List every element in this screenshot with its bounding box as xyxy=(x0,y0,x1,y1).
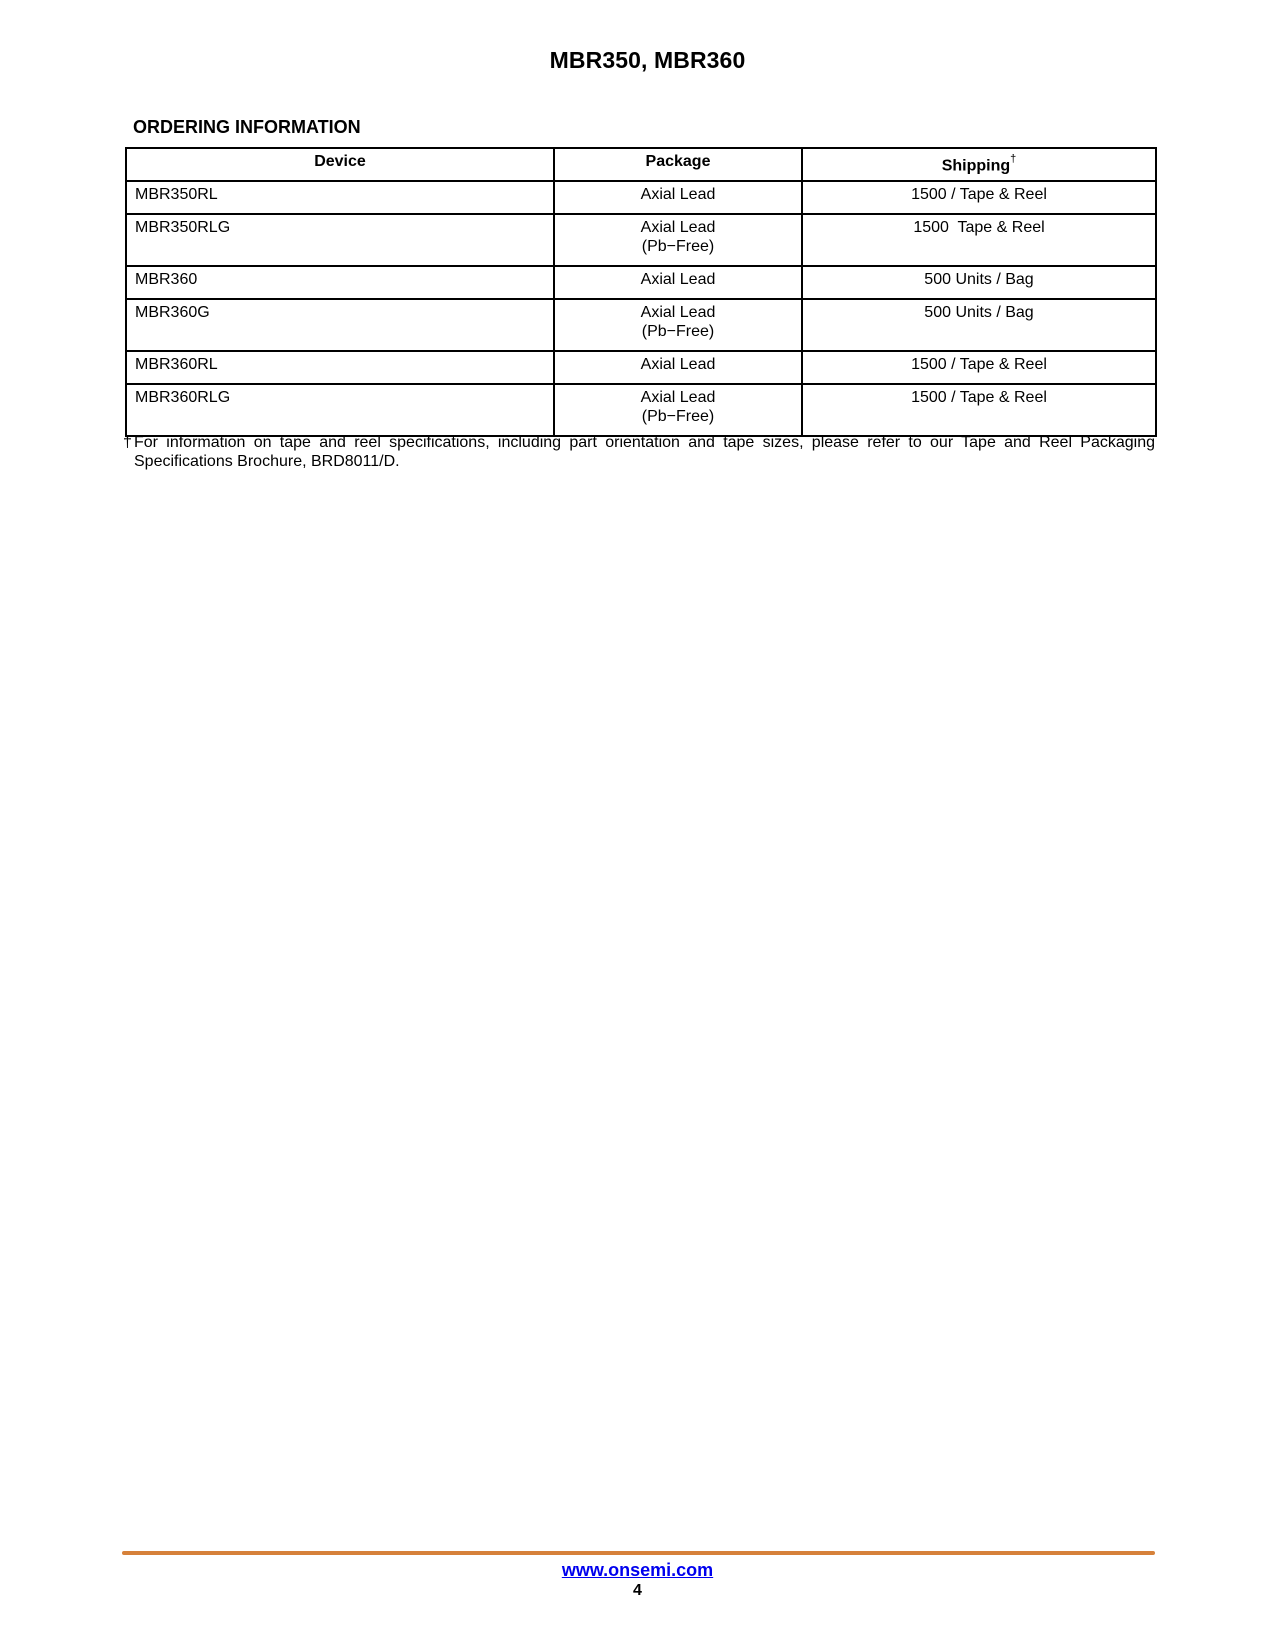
header-device xyxy=(126,148,554,181)
cell-shipping: 1500 / Tape & Reel xyxy=(802,351,1156,384)
cell-device: MBR360G xyxy=(126,299,554,351)
package-type: Axial Lead xyxy=(640,389,716,406)
cell-package xyxy=(554,384,802,436)
header-shipping xyxy=(802,148,1156,181)
table-row xyxy=(126,181,1156,214)
table-row xyxy=(126,266,1156,299)
ordering-information-table xyxy=(125,147,1157,437)
package-type: Axial Lead xyxy=(640,219,716,236)
cell-device: MBR350RLG xyxy=(126,214,554,266)
package-type: Axial Lead xyxy=(640,271,716,288)
package-type: Axial Lead xyxy=(640,304,716,321)
page-number: 4 xyxy=(633,1582,642,1599)
table-row xyxy=(126,299,1156,351)
table-row xyxy=(126,214,1156,266)
cell-shipping: 1500 / Tape & Reel xyxy=(802,181,1156,214)
header-shipping-label: Shipping xyxy=(941,157,1011,175)
cell-device: MBR360 xyxy=(126,266,554,299)
footnote-text: For information on tape and reel specifications, including part orientation and tape sizes, please refer to our Tape and Reel Packaging Specifications Brochure, BRD8011/D. xyxy=(134,434,1155,470)
cell-package xyxy=(554,214,802,266)
package-type: Axial Lead xyxy=(640,356,716,373)
cell-package xyxy=(554,351,802,384)
package-note: (Pb−Free) xyxy=(641,238,715,255)
footer-divider xyxy=(122,1551,1155,1555)
table-header-row xyxy=(126,148,1156,181)
header-package xyxy=(554,148,802,181)
footnote xyxy=(123,433,1155,471)
cell-package xyxy=(554,266,802,299)
page-title: MBR350, MBR360 xyxy=(549,47,746,73)
shipping-text: 1500 Tape & Reel xyxy=(913,219,1045,236)
footnote-marker: † xyxy=(123,434,132,451)
cell-device: MBR360RLG xyxy=(126,384,554,436)
package-type: Axial Lead xyxy=(640,186,716,203)
dagger-marker: † xyxy=(1010,153,1017,165)
table-row xyxy=(126,384,1156,436)
cell-package xyxy=(554,299,802,351)
cell-shipping: 1500 / Tape & Reel xyxy=(802,384,1156,436)
header-device-label: Device xyxy=(314,153,366,170)
cell-package xyxy=(554,181,802,214)
package-note: (Pb−Free) xyxy=(641,323,715,340)
cell-device: MBR360RL xyxy=(126,351,554,384)
website-link[interactable]: www.onsemi.com xyxy=(561,1560,714,1580)
package-note: (Pb−Free) xyxy=(641,408,715,425)
cell-shipping xyxy=(802,214,1156,266)
section-heading: ORDERING INFORMATION xyxy=(133,117,361,137)
cell-shipping: 500 Units / Bag xyxy=(802,299,1156,351)
cell-device: MBR350RL xyxy=(126,181,554,214)
cell-shipping: 500 Units / Bag xyxy=(802,266,1156,299)
table-row xyxy=(126,351,1156,384)
header-package-label: Package xyxy=(645,153,711,170)
